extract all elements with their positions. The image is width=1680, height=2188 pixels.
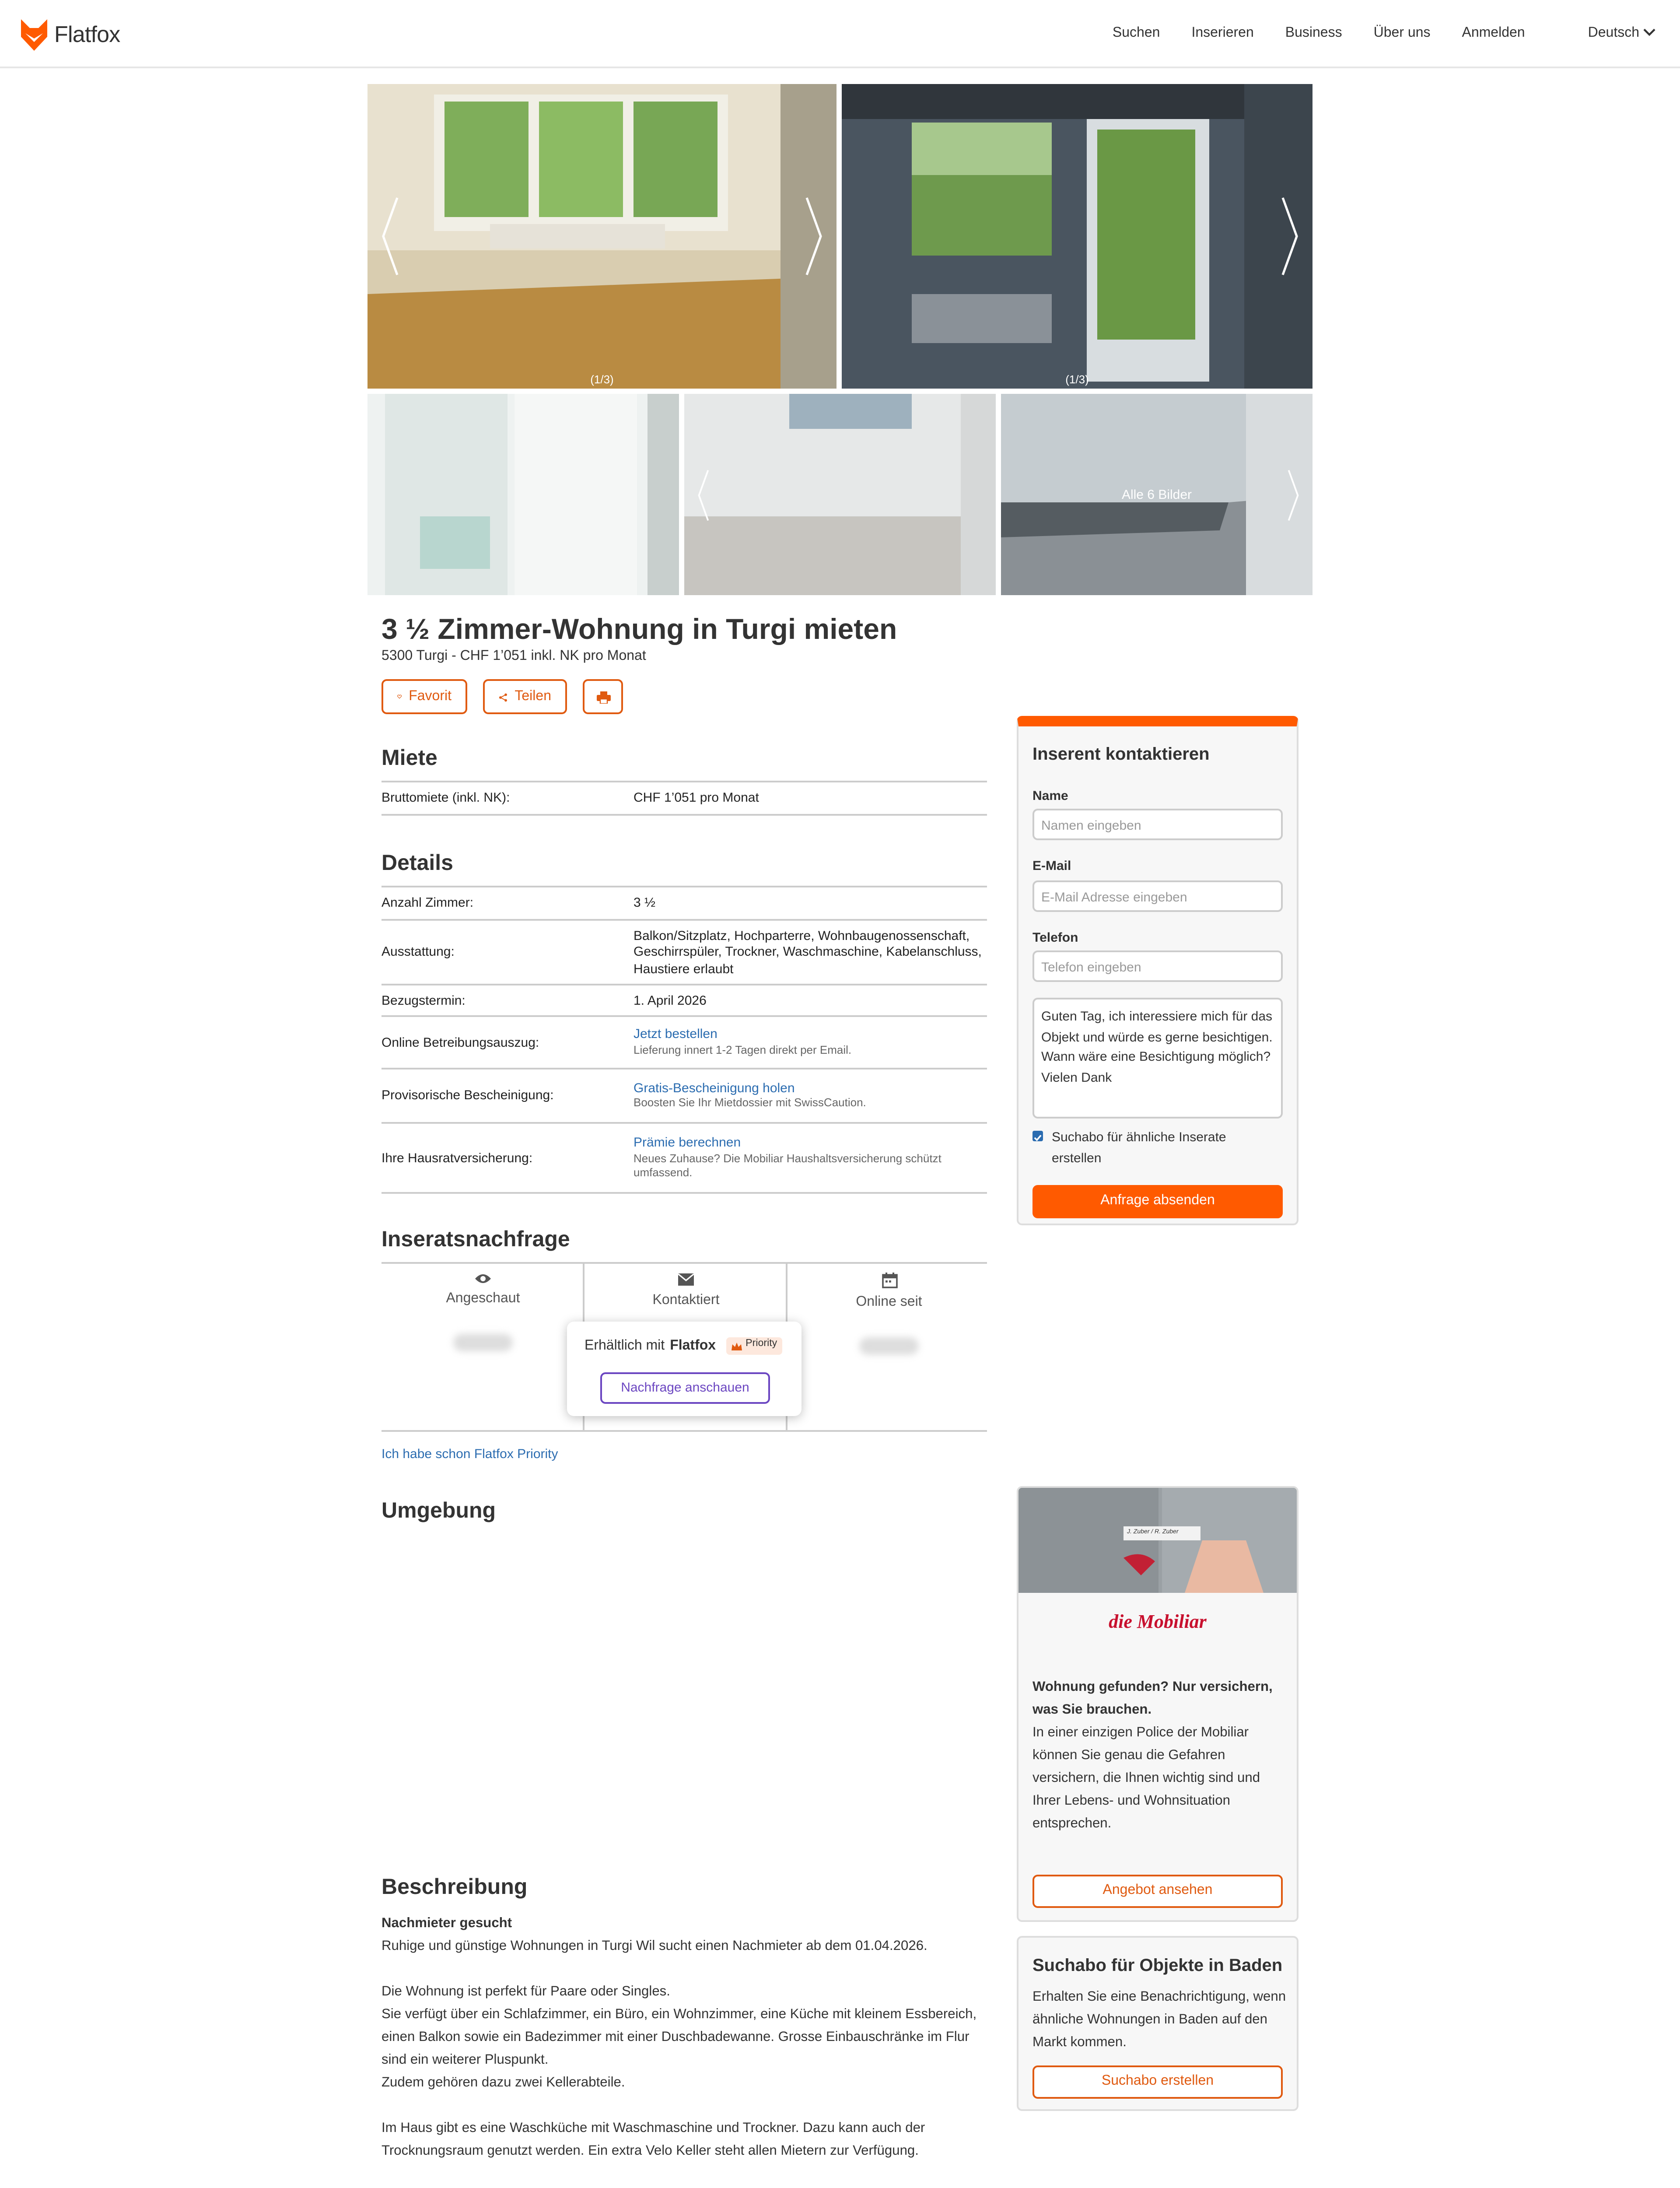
description-paragraph: Im Haus gibt es eine Waschküche mit Waschmaschine und Trockner. Dazu kann auch der Trocknungsraum genutzt werden. Ein extra Velo Keller steht allen Mietern zur Verfügung. [382,2120,925,2158]
name-input[interactable]: Namen eingeben [1032,809,1283,840]
listing-subtitle: 5300 Turgi - CHF 1’051 inkl. NK pro Monat [382,648,646,663]
stat-label: Online seit [856,1294,922,1310]
listing-title: 3 ½ Zimmer-Wohnung in Turgi mieten [382,614,897,646]
rent-table [382,781,987,816]
check-icon [1032,1133,1043,1143]
area-heading: Umgebung [382,1498,496,1523]
ad-headline: Wohnung gefunden? Nur versichern, was Sie brauchen. [1032,1679,1273,1717]
gallery-main-image-1[interactable] [368,84,836,389]
free-certificate-link[interactable]: Gratis-Bescheinigung holen [634,1080,795,1095]
envelope-icon [677,1273,695,1287]
phone-label: Telefon [1032,929,1078,945]
gallery-thumb-1[interactable] [368,394,679,595]
gallery-thumb-2[interactable] [684,394,996,595]
description-paragraph: Die Wohnung ist perfekt für Paare oder Singles. [382,1983,670,1999]
calculate-premium-link[interactable]: Prämie berechnen [634,1134,741,1150]
priority-badge [726,1338,782,1355]
stat-label: Angeschaut [446,1290,520,1307]
rent-heading: Miete [382,746,438,770]
details-key: Anzahl Zimmer: [382,894,474,911]
chevron-down-icon [1643,28,1656,37]
stat-views [382,1262,584,1430]
share-button[interactable] [483,679,567,714]
blurred-value [453,1333,513,1351]
contact-heading: Inserent kontaktieren [1032,746,1210,765]
details-row [382,887,987,921]
similar-alert-checkbox[interactable] [1032,1131,1043,1141]
stat-label: Kontaktiert [652,1292,720,1308]
details-row [382,1069,987,1124]
view-offer-button[interactable]: Angebot ansehen [1032,1875,1283,1908]
nav-search[interactable]: Suchen [1112,25,1160,40]
ad-photo-tag: J. Zuber / R. Zuber [1127,1528,1179,1535]
share-icon [499,691,508,703]
blurred-value [859,1337,919,1354]
brand-name: Flatfox [54,20,120,47]
create-alert-button[interactable]: Suchabo erstellen [1032,2065,1283,2099]
gallery-main-image-2[interactable] [842,84,1312,389]
popup-brand: Flatfox [670,1337,716,1353]
mobiliar-logo: die Mobiliar [1109,1612,1207,1633]
nav-business[interactable]: Business [1285,25,1342,40]
rent-key: Bruttomiete (inkl. NK): [382,789,510,806]
image-counter: (1/3) [590,374,614,386]
has-priority-link[interactable]: Ich habe schon Flatfox Priority [382,1446,558,1462]
description-text [382,1911,987,2188]
details-row [382,921,987,985]
heart-icon [397,691,402,702]
description-paragraph: Sie verfügt über ein Schlafzimmer, ein Büro, ein Wohnzimmer, eine Küche mit kleinem Essbereich, einen Balkon sowie ein Badezimmer mit einer Duschbadewanne. Grosse Einbauschränke im Flur sind ein weiterer Pluspunkt. [382,2006,977,2067]
popup-text: Erhältlich mit [584,1337,665,1353]
details-note: Boosten Sie Ihr Mietdossier mit SwissCaution. [634,1098,866,1110]
main-nav [1081,25,1656,43]
details-key: Provisorische Bescheinigung: [382,1087,554,1103]
phone-input[interactable]: Telefon eingeben [1032,950,1283,982]
fox-logo-icon [21,18,47,53]
details-table [382,886,987,1194]
top-header [0,0,1680,68]
details-row [382,1124,987,1194]
print-button[interactable] [583,679,623,714]
nav-language[interactable] [1557,25,1656,43]
insurance-ad-card [1017,1486,1298,1922]
details-key: Online Betreibungsauszug: [382,1034,539,1050]
balcony-photo [842,84,1312,389]
share-label: Teilen [514,687,551,704]
priority-popup [567,1322,802,1416]
next-image-icon[interactable] [1284,468,1302,521]
alert-heading: Suchabo für Objekte in Baden [1032,1957,1283,1976]
send-request-button[interactable]: Anfrage absenden [1032,1185,1283,1218]
previous-image-icon[interactable] [382,196,399,277]
details-key: Ihre Hausratversicherung: [382,1149,533,1165]
favorite-label: Favorit [409,687,452,704]
description-paragraph: Zudem gehören dazu zwei Kellerabteile. [382,2074,625,2090]
description-heading: Beschreibung [382,1875,528,1899]
view-demand-button[interactable]: Nachfrage anschauen [600,1372,770,1404]
stat-online [788,1262,990,1430]
details-key: Ausstattung: [382,943,455,960]
details-key: Bezugstermin: [382,992,466,1008]
email-input[interactable]: E-Mail Adresse eingeben [1032,880,1283,912]
previous-image-icon[interactable] [695,468,712,521]
listing-actions [382,679,623,714]
nav-login[interactable]: Anmelden [1462,25,1525,40]
gallery-thumb-3[interactable] [1001,394,1312,595]
name-label: Name [1032,788,1068,803]
eye-icon [474,1273,492,1285]
room-photo [368,84,836,389]
details-value: Balkon/Sitzplatz, Hochparterre, Wohnbaugenossenschaft, Geschirrspüler, Trockner, Waschmaschine, Kabelanschluss, Haustiere erlaubt [634,927,982,976]
details-note: Neues Zuhause? Die Mobiliar Haushaltsversicherung schützt umfassend. [634,1153,942,1179]
email-label: E-Mail [1032,858,1071,873]
details-heading: Details [382,851,453,875]
fridge-photo [368,394,679,595]
details-value: 1. April 2026 [634,992,707,1008]
all-images-label[interactable]: Alle 6 Bilder [1121,486,1192,502]
nav-about[interactable]: Über uns [1373,25,1431,40]
next-image-icon[interactable] [805,196,822,277]
flatfox-logo[interactable] [21,18,120,53]
nav-post[interactable]: Inserieren [1191,25,1254,40]
details-value: 3 ½ [634,895,656,911]
priority-badge-label: Priority [746,1339,777,1350]
search-alert-card [1017,1936,1298,2111]
description-paragraph: Ruhige und günstige Wohnungen in Turgi Wil sucht einen Nachmieter ab dem 01.04.2026. [382,1938,928,1953]
details-row [382,1017,987,1069]
checkbox-label: Suchabo für ähnliche Inserate erstellen [1052,1129,1226,1165]
alert-body: Erhalten Sie eine Benachrichtigung, wenn ähnliche Wohnungen in Baden auf den Markt kommen. [1032,1988,1286,2050]
printer-icon [596,691,610,703]
image-counter: (1/3) [1065,374,1089,386]
empty-room-photo [684,394,996,595]
description-lead: Nachmieter gesucht [382,1915,512,1931]
details-note: Lieferung innert 1-2 Tagen direkt per Email. [634,1044,852,1057]
rent-value: CHF 1’051 pro Monat [634,790,759,806]
rent-row [382,782,987,816]
ad-photo [1018,1488,1298,1593]
contact-form-card [1017,716,1298,1225]
favorite-button[interactable] [382,679,467,714]
ad-body: In einer einzigen Police der Mobiliar können Sie genau die Gefahren versichern, die Ihnen wichtig sind und Ihrer Lebens- und Wohnsituation entsprechen. [1032,1724,1260,1831]
crown-icon [732,1342,742,1351]
order-debt-record-link[interactable]: Jetzt bestellen [634,1026,718,1042]
message-textarea[interactable]: Guten Tag, ich interessiere mich für das Objekt und würde es gerne besichtigen. Wann wäre eine Besichtigung möglich? Vielen Dank [1032,998,1283,1119]
next-image-icon[interactable] [1281,196,1298,277]
demand-heading: Inseratsnachfrage [382,1227,570,1252]
demand-bottom-line [382,1430,987,1432]
calendar-icon [881,1273,897,1288]
details-row [382,985,987,1017]
language-label: Deutsch [1588,25,1640,40]
